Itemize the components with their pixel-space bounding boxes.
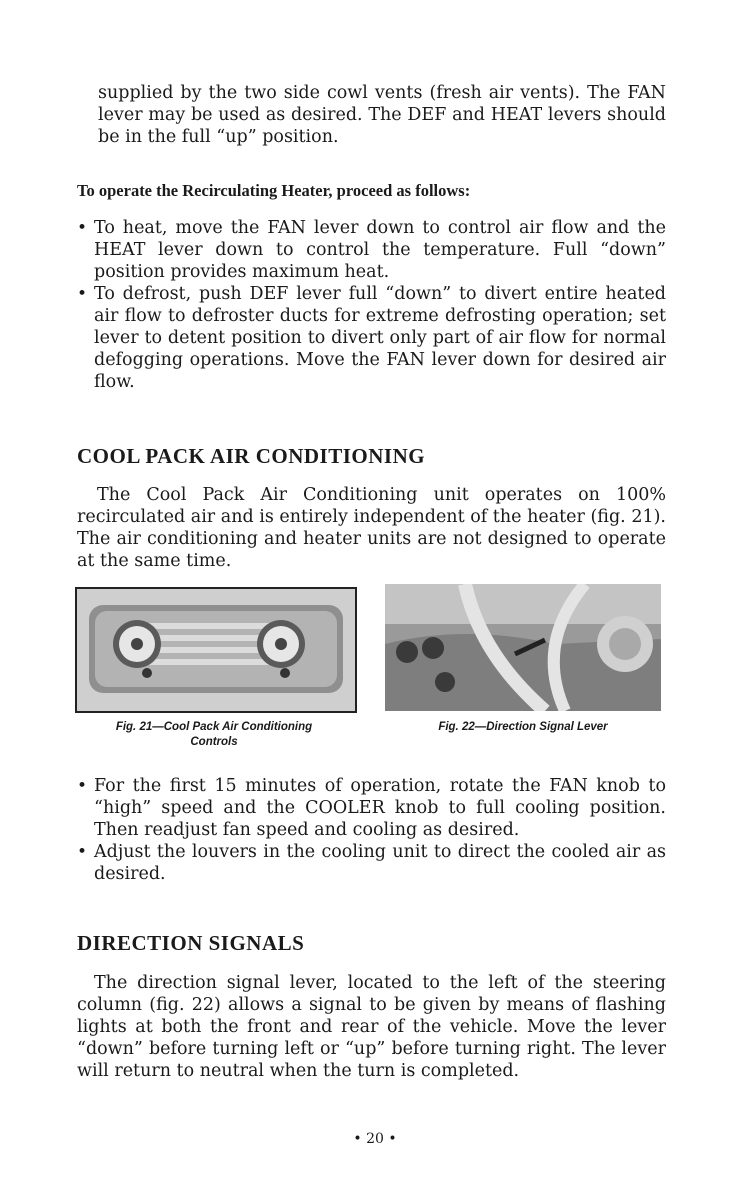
bullet-text: To defrost, push DEF lever full “down” to divert entire heated air flow to defroster ducts for extreme defrosting operation; set lever to detent position to divert only part of air flow for normal defogging operations. Move the FAN lever down for desired air flow. (94, 284, 666, 392)
list-item (77, 217, 666, 283)
bullet-icon: • (77, 776, 88, 796)
steering-column-illustration (385, 584, 661, 711)
list-item (77, 775, 666, 841)
bullet-icon: • (77, 218, 88, 238)
bullet-icon: • (77, 284, 88, 304)
heater-bullet-list (77, 217, 666, 393)
list-item (77, 841, 666, 885)
page-number: • 20 • (353, 1131, 397, 1147)
fig21-ac-controls-photo (75, 587, 357, 713)
fig22-direction-signal-photo (385, 584, 661, 711)
ac-unit-illustration (77, 589, 355, 711)
direction-signals-heading: DIRECTION SIGNALS (77, 931, 305, 955)
intro-paragraph: supplied by the two side cowl vents (fresh air vents). The FAN lever may be used as desired. The DEF and HEAT levers should be in the full “up” position. (98, 83, 666, 147)
ac-bullet-list (77, 775, 666, 885)
fig22-caption: Fig. 22—Direction Signal Lever (438, 721, 608, 733)
list-item (77, 283, 666, 393)
bullet-text: Adjust the louvers in the cooling unit to direct the cooled air as desired. (94, 842, 666, 884)
recirculating-heater-subhead: To operate the Recirculating Heater, proceed as follows: (77, 181, 471, 200)
bullet-text: For the first 15 minutes of operation, rotate the FAN knob to “high” speed and the COOLER knob to full cooling position. Then readjust fan speed and cooling as desired. (94, 776, 666, 840)
direction-signals-paragraph: The direction signal lever, located to the left of the steering column (fig. 22) allows a signal to be given by means of flashing lights at both the front and rear of the vehicle. Move the lever “down” before turning left or “up” before turning right. The lever will return to neutral when the turn is completed. (77, 973, 666, 1081)
cool-pack-heading: COOL PACK AIR CONDITIONING (77, 444, 426, 468)
fig21-caption-line1: Fig. 21—Cool Pack Air Conditioning (115, 721, 313, 733)
cool-pack-paragraph: The Cool Pack Air Conditioning unit operates on 100% recirculated air and is entirely independent of the heater (fig. 21). The air conditioning and heater units are not designed to operate at the same time. (77, 485, 666, 571)
fig21-caption (75, 720, 353, 750)
bullet-icon: • (77, 842, 88, 862)
fig21-caption-line2: Controls (190, 736, 238, 748)
bullet-text: To heat, move the FAN lever down to control air flow and the HEAT lever down to control the temperature. Full “down” position provides maximum heat. (94, 218, 666, 282)
